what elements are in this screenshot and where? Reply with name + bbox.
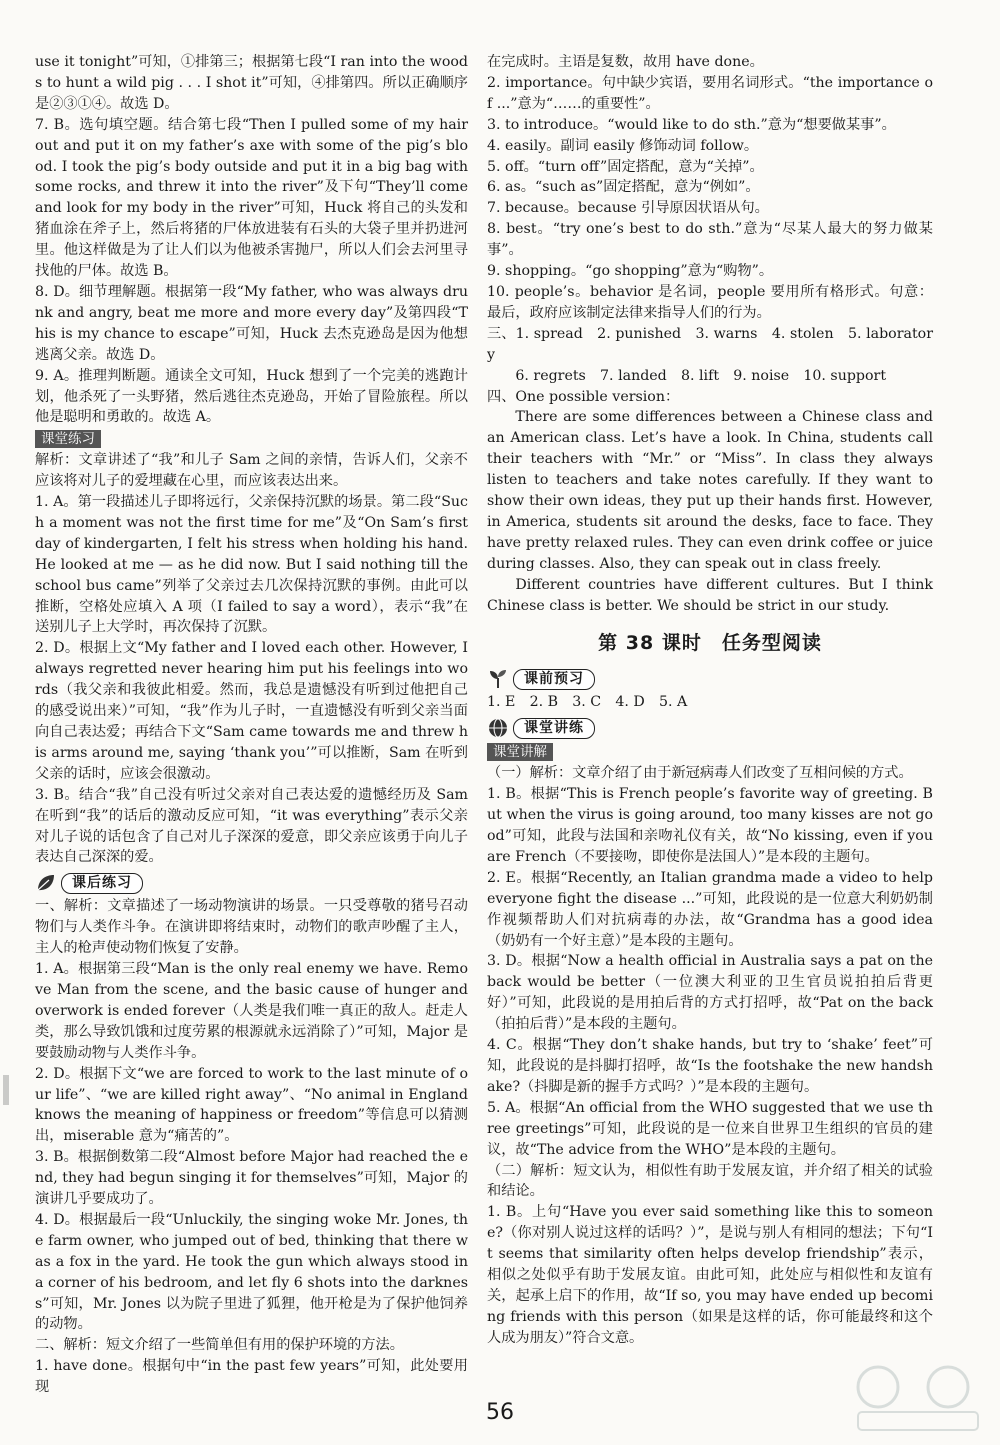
answer-paragraph: 1. B。根据“This is French people’s favorite way of greeting. But when the virus is going around, too many kisses are not good”可知，此段与法国和亲吻礼仪有关，故“No kissing, even if you are French（不要接吻，即使你是法国人）”是本段的主题句。 — [487, 786, 933, 865]
answer-paragraph: 2. D。根据上文“My father and I loved each other. However, I always regretted never hearing him put his feelings into words（我父亲和我彼此相爱。然而，我总是遗憾没有听到过他把自己的感受说出来）”可知，“我”作为儿子时，一直遗憾没有听到父亲当面向自己表达爱；再结合下文“Sam came towards me and threw his arms around me, saying ‘thank you’”可以推断，Sam 在听到父亲的话时，应该会很激动。 — [35, 640, 468, 782]
answer-paragraph: 9. shopping。“go shopping”意为“购物”。 — [487, 263, 774, 280]
answer-paragraph: 6. regrets 7. landed 8. lift 9. noise 10. support — [487, 367, 887, 384]
answer-paragraph: 在完成时。主语是复数，故用 have done。 — [487, 54, 764, 70]
answer-paragraph: 1. B。上句“Have you ever said something like this to someone?（你对别人说过这样的话吗？）”，是说与别人有相同的想法；下句“It seems that similarity often helps develop friendship”表示，相似之处似乎有助于发展友谊。由此可知，此处应与相似性和友谊有关，起承上启下的作用，故“If so, you may have ended up becoming friends with this person（如果是这样的话，你可能最终和这个人成为朋友）”符合文意。 — [487, 1204, 933, 1346]
answer-paragraph: 4. easily。副词 easily 修饰动词 follow。 — [487, 137, 759, 154]
answer-paragraph: 8. D。细节理解题。根据第一段“My father, who was always drunk and angry, beat me more and more every day”及第四段“This is my chance to escape”可知，Huck 去杰克逊岛是因为他想逃离父亲。故选 D。 — [35, 283, 468, 363]
answer-paragraph: 3. B。结合“我”自己没有听过父亲对自己表达爱的遗憾经历及 Sam 在听到“我”的话后的激动反应可知，“it was everything”表示父亲对儿子说的话包含了自己对儿子深深的爱意，即父亲应该勇于向儿子表达自己深深的爱。 — [35, 786, 468, 866]
right-column — [487, 52, 933, 1349]
model-essay-paragraph: Different countries have different cultures. But I think Chinese class is better. We should be strict in our study. — [487, 576, 933, 614]
answer-paragraph: 1. A。第一段描述儿子即将远行，父亲保持沉默的场景。第二段“Such a moment was not the first time for me”及“On Sam’s first day of kindergarten, I felt his stress when holding his hand. He looked at me — as he did now. But I said nothing till the school bus came”列举了父亲过去几次保持沉默的事例。由此可以推断，空格处应填入 A 项（I failed to say a word），表示“我”在送别儿子上大学时，再次保持了沉默。 — [35, 494, 468, 636]
answer-paragraph: 四、One possible version： — [487, 388, 680, 405]
answer-paragraph: 5. A。根据“An official from the WHO suggested that we use three greetings”可知，此段说的是一位来自世界卫生组织的官员的建议，故“The advice from the WHO”是本段的主题句。 — [487, 1099, 933, 1158]
section-heading — [487, 717, 933, 739]
answer-paragraph: 3. to introduce。“would like to do sth.”意为“想要做某事”。 — [487, 116, 896, 133]
section-heading — [35, 872, 468, 894]
answer-paragraph: 1. E 2. B 3. C 4. D 5. A — [487, 694, 688, 711]
answer-paragraph: 三、1. spread 2. punished 3. warns 4. stolen 5. laboratory — [487, 325, 933, 363]
answer-paragraph: 1. A。根据第三段“Man is the only real enemy we have. Remove Man from the scene, and the basic cause of hunger and overwork is ended forever（人类是我们唯一真正的敌人。赶走人类，那么导致饥饿和过度劳累的根源就永远消除了）”可知，Major 是要鼓励动物与人类作斗争。 — [35, 961, 468, 1061]
section-heading-label: 课后练习 — [61, 873, 143, 894]
answer-paragraph: （二）解析：短文认为，相似性有助于发展友谊，并介绍了相关的试验和结论。 — [487, 1162, 933, 1200]
globe-icon — [487, 717, 509, 739]
answer-paragraph: 4. D。根据最后一段“Unluckily, the singing woke Mr. Jones, the farm owner, who jumped out of bed, thinking that there was a fox in the yard. He took the gun which always stood in a corner of his bedroom, and let fly 6 shots into the darkness”可知，Mr. Jones 以为院子里进了狐狸，他开枪是为了保护他饲养的动物。 — [35, 1211, 468, 1333]
answer-paragraph: （一）解析：文章介绍了由于新冠病毒人们改变了互相问候的方式。 — [487, 765, 913, 782]
leaf-icon — [35, 872, 57, 894]
answer-paragraph: 10. people’s。behavior 是名词，people 要用所有格形式。句意：最后，政府应该制定法律来指导人们的行为。 — [487, 283, 933, 321]
binding-mark — [3, 1075, 9, 1105]
lesson-title: 第 38 课时 任务型阅读 — [598, 632, 822, 655]
answer-paragraph: 3. B。根据倒数第二段“Almost before Major had reached the end, they had begun singing it for themselves”可知，Major 的演讲几乎要成功了。 — [35, 1149, 468, 1208]
section-label-row — [487, 741, 933, 763]
answer-paragraph: 1. have done。根据句中“in the past few years”可知，此处要用现 — [35, 1358, 468, 1396]
answer-paragraph: 9. A。推理判断题。通读全文可知，Huck 想到了一个完美的逃跑计划，他杀死了一头野猪，然后逃往杰克逊岛，开始了冒险旅程。所以他是聪明和勇敢的。故选 A。 — [35, 367, 468, 426]
answer-paragraph: 2. importance。句中缺少宾语，要用名词形式。“the importance of ...”意为“……的重要性”。 — [487, 74, 933, 112]
section-label: 课堂练习 — [35, 430, 101, 448]
left-column — [35, 52, 468, 1398]
answer-paragraph: 6. as。“such as”固定搭配，意为“例如”。 — [487, 179, 760, 196]
section-label: 课堂讲解 — [487, 743, 553, 761]
answer-paragraph: 2. E。根据“Recently, an Italian grandma made a video to help everyone fight the disease ...”可知，此段说的是一位意大利奶奶制作视频帮助人们对抗病毒的办法，故“Grandma has a good idea（奶奶有一个好主意）”是本段的主题句。 — [487, 869, 933, 949]
answer-paragraph: use it tonight”可知，①排第三；根据第七段“I ran into the woods to hunt a wild pig . . . I shot it”可知，④排第四。所以正确顺序是②③①④。故选 D。 — [35, 54, 468, 112]
answer-paragraph: 解析：文章讲述了“我”和儿子 Sam 之间的亲情，告诉人们，父亲不应该将对儿子的爱埋藏在心里，而应该表达出来。 — [35, 452, 468, 490]
answer-paragraph: 2. D。根据下文“we are forced to work to the last minute of our life”、“we are killed right away”、“No animal in England knows the meaning of happiness or freedom”等信息可以猜测出，miserable 意为“痛苦的”。 — [35, 1065, 468, 1145]
section-heading — [487, 668, 933, 690]
answer-paragraph: 8. best。“try one’s best to do sth.”意为“尽某人最大的努力做某事”。 — [487, 221, 933, 259]
watermark-logo — [838, 1357, 988, 1437]
answer-paragraph: 二、解析：短文介绍了一些简单但有用的保护环境的方法。 — [35, 1337, 404, 1354]
section-label-row — [35, 428, 468, 450]
answer-paragraph: 一、解析：文章描述了一场动物演讲的场景。一只受尊敬的猪号召动物们与人类作斗争。在演讲即将结束时，动物们的歌声吵醒了主人，主人的枪声使动物们恢复了安静。 — [35, 898, 468, 957]
section-heading-label: 课前预习 — [513, 669, 595, 690]
answer-paragraph: 7. because。because 引导原因状语从句。 — [487, 200, 769, 217]
answer-paragraph: 5. off。“turn off”固定搭配，意为“关掉”。 — [487, 158, 764, 175]
answer-paragraph: 3. D。根据“Now a health official in Australia says a pat on the back would be better（一位澳大利亚的卫生官员说拍拍后背更好）”可知，此段说的是用拍后背的方式打招呼，故“Pat on the back（拍拍后背）”是本段的主题句。 — [487, 953, 933, 1033]
answer-paragraph: 4. C。根据“They don’t shake hands, but try to ‘shake’ feet”可知，此段说的是抖脚打招呼，故“Is the footshake the new handshake?（抖脚是新的握手方式吗？）”是本段的主题句。 — [487, 1037, 933, 1095]
model-essay-paragraph: There are some differences between a Chinese class and an American class. Let’s have a look. In China, students call their teachers with “Mr.” or “Miss”. In class they always listen to teachers and take notes carefully. If they want to show their own ideas, they put up their hands first. However, in America, students sit around the desks, face to face. They have pretty relaxed rules. They can even drink coffee or juice during classes. Also, they can speak out in class freely. — [487, 409, 933, 572]
answer-paragraph: 7. B。选句填空题。结合第七段“Then I pulled some of my hair out and put it on my father’s axe with some of the pig’s blood. I took the pig’s body outside and put it in a big bag with some rocks, and threw it into the river”及下句“They’ll come and look for my body in the river”可知，Huck 将自己的头发和猪血涂在斧子上，然后将猪的尸体放进装有石头的大袋子里并扔进河里。他这样做是为了让人们以为他被杀害抛尸，所以人们会去河里寻找他的尸体。故选 B。 — [35, 116, 468, 280]
section-heading-label: 课堂讲练 — [513, 718, 595, 739]
page-number: 56 — [486, 1400, 514, 1425]
sprout-icon — [487, 668, 509, 690]
